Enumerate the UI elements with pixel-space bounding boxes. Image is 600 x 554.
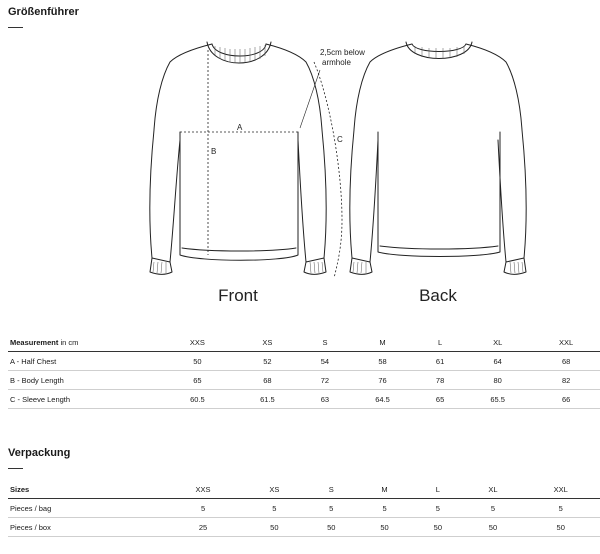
table-cell: 63 xyxy=(302,390,348,409)
packaging-title: Verpackung xyxy=(8,447,71,459)
size-header: XS xyxy=(244,480,305,499)
table-cell: 66 xyxy=(532,390,600,409)
size-header: XL xyxy=(465,480,522,499)
table-cell: 54 xyxy=(302,352,348,371)
size-header: S xyxy=(305,480,358,499)
packaging-table-header xyxy=(8,480,600,499)
table-cell: 50 xyxy=(162,352,233,371)
row-label: A - Half Chest xyxy=(8,352,162,371)
measurement-header-label: Measurement xyxy=(10,337,59,347)
table-cell: 80 xyxy=(463,371,532,390)
size-header: L xyxy=(411,480,464,499)
size-guide-title: Größenführer xyxy=(8,6,79,18)
note-leader-line xyxy=(300,70,320,128)
armhole-note-line-2: armhole xyxy=(322,58,351,67)
table-cell: 65 xyxy=(162,371,233,390)
table-cell: 5 xyxy=(244,499,305,518)
table-cell: 5 xyxy=(305,499,358,518)
front-sweatshirt-illustration xyxy=(150,42,326,274)
table-cell: 68 xyxy=(532,352,600,371)
table-cell: 61.5 xyxy=(233,390,302,409)
size-header: XL xyxy=(463,333,532,352)
table-cell: 64.5 xyxy=(348,390,417,409)
packaging-table xyxy=(8,480,600,537)
size-header: M xyxy=(358,480,411,499)
table-cell: 5 xyxy=(411,499,464,518)
armhole-note-line-1: 2,5cm below xyxy=(320,48,365,57)
row-label: B - Body Length xyxy=(8,371,162,390)
table-cell: 50 xyxy=(305,518,358,537)
table-cell: 68 xyxy=(233,371,302,390)
table-row xyxy=(8,390,600,409)
size-header: XS xyxy=(233,333,302,352)
table-cell: 52 xyxy=(233,352,302,371)
table-cell: 78 xyxy=(417,371,463,390)
table-cell: 65 xyxy=(417,390,463,409)
table-cell: 5 xyxy=(358,499,411,518)
size-header: XXL xyxy=(532,333,600,352)
size-header: S xyxy=(302,333,348,352)
table-row xyxy=(8,518,600,537)
table-row xyxy=(8,352,600,371)
measure-line-c xyxy=(314,62,342,278)
measurement-table-header xyxy=(8,333,600,352)
table-cell: 5 xyxy=(465,499,522,518)
measurement-table xyxy=(8,333,600,409)
table-cell: 82 xyxy=(532,371,600,390)
table-cell: 5 xyxy=(162,499,244,518)
table-cell: 50 xyxy=(465,518,522,537)
rib-texture xyxy=(153,45,523,273)
table-cell: 50 xyxy=(521,518,600,537)
measurement-header-cell xyxy=(8,333,162,352)
table-cell: 50 xyxy=(411,518,464,537)
sizes-header-label: Sizes xyxy=(8,480,162,499)
row-label: Pieces / box xyxy=(8,518,162,537)
table-cell: 5 xyxy=(521,499,600,518)
front-label: Front xyxy=(218,286,258,305)
size-header: L xyxy=(417,333,463,352)
table-cell: 61 xyxy=(417,352,463,371)
label-a: A xyxy=(237,123,243,132)
measurement-header-unit: in cm xyxy=(58,337,79,347)
size-header: XXS xyxy=(162,480,244,499)
table-cell: 64 xyxy=(463,352,532,371)
table-cell: 65.5 xyxy=(463,390,532,409)
table-row xyxy=(8,499,600,518)
back-sweatshirt-illustration xyxy=(350,42,526,274)
back-label: Back xyxy=(419,286,457,305)
table-cell: 50 xyxy=(358,518,411,537)
table-cell: 25 xyxy=(162,518,244,537)
table-cell: 76 xyxy=(348,371,417,390)
table-cell: 60.5 xyxy=(162,390,233,409)
table-cell: 50 xyxy=(244,518,305,537)
label-c: C xyxy=(337,135,343,144)
size-header: M xyxy=(348,333,417,352)
row-label: Pieces / bag xyxy=(8,499,162,518)
label-b: B xyxy=(211,147,217,156)
table-cell: 58 xyxy=(348,352,417,371)
row-label: C - Sleeve Length xyxy=(8,390,162,409)
table-row xyxy=(8,371,600,390)
size-header: XXL xyxy=(521,480,600,499)
size-header: XXS xyxy=(162,333,233,352)
packaging-title-underline xyxy=(8,468,23,469)
table-cell: 72 xyxy=(302,371,348,390)
